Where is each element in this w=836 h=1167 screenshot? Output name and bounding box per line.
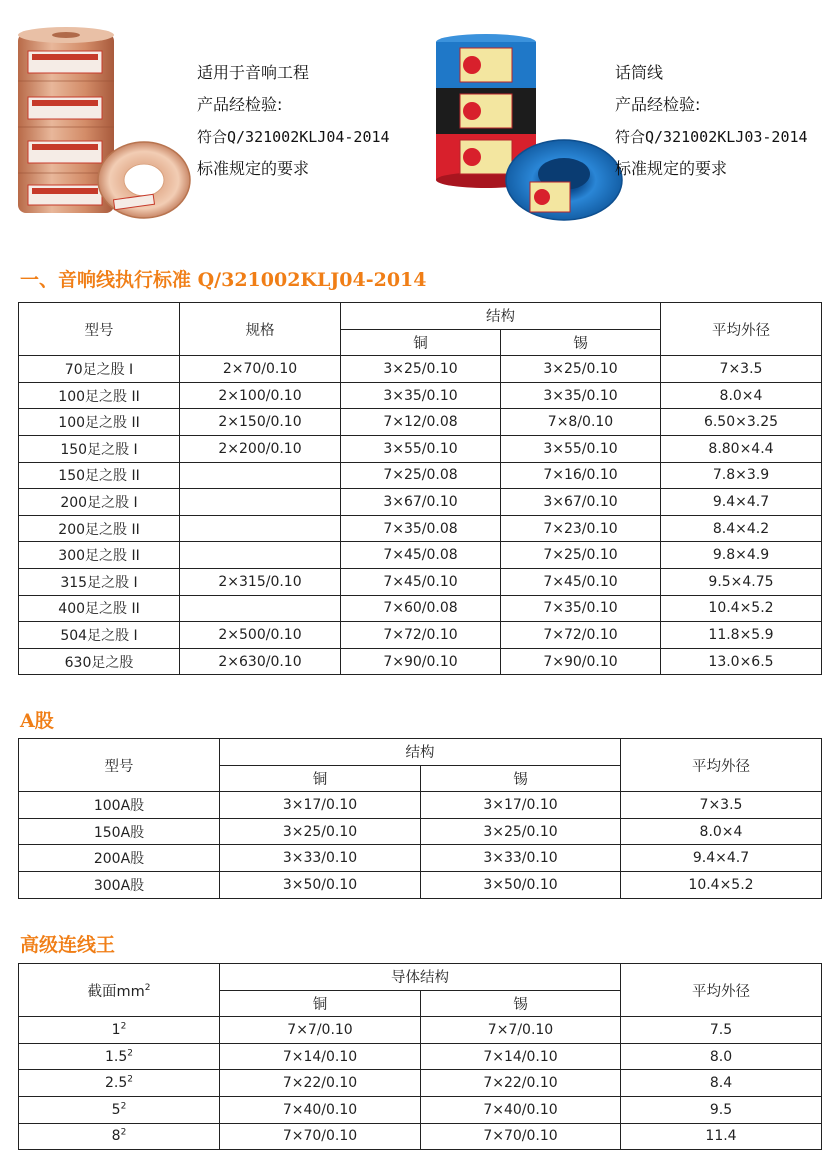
- header-structure: 导体结构: [220, 964, 621, 991]
- table-row: [19, 845, 822, 872]
- section-size-exponent: 2: [120, 1127, 127, 1138]
- header-copper: 铜: [220, 990, 421, 1017]
- cell-copper: 3×25/0.10: [341, 356, 501, 383]
- header-tin: 锡: [501, 329, 661, 356]
- cell-copper: 3×35/0.10: [341, 382, 501, 409]
- cell-diameter: 6.50×3.25: [661, 409, 822, 436]
- cell-copper: 7×25/0.08: [341, 462, 501, 489]
- cell-copper: 7×72/0.10: [341, 622, 501, 649]
- header-section-sup: 2: [144, 982, 151, 993]
- a-strand-table: [18, 738, 822, 899]
- cell-diameter: 9.5×4.75: [661, 568, 822, 595]
- desc-line: 话筒线: [615, 63, 664, 82]
- section-size-exponent: 2: [127, 1047, 133, 1058]
- cell-tin: 7×35/0.10: [501, 595, 661, 622]
- desc-line: 标准规定的要求: [197, 159, 310, 178]
- cell-diameter: 9.4×4.7: [621, 845, 822, 872]
- cell-tin: 3×25/0.10: [421, 818, 621, 845]
- cell-copper: 7×7/0.10: [220, 1017, 421, 1044]
- cell-model: 200A股: [19, 845, 220, 872]
- section-size-exponent: 2: [120, 1101, 127, 1112]
- product-speaker-cable: [0, 0, 418, 235]
- cell-model: 504足之股 I: [19, 622, 180, 649]
- header-spec: 规格: [180, 303, 341, 356]
- cell-diameter: 10.4×5.2: [661, 595, 822, 622]
- section-size-value: 1.5: [105, 1048, 128, 1065]
- cell-tin: 3×67/0.10: [501, 489, 661, 516]
- desc-line: 产品经检验:: [197, 95, 283, 114]
- cell-tin: 3×25/0.10: [501, 356, 661, 383]
- table-row: [19, 382, 822, 409]
- cell-model: 300足之股 II: [19, 542, 180, 569]
- cell-section: [19, 1070, 220, 1097]
- cell-tin: 7×16/0.10: [501, 462, 661, 489]
- cell-spec: [180, 542, 341, 569]
- section-size-value: 5: [111, 1101, 121, 1118]
- cell-model: 400足之股 II: [19, 595, 180, 622]
- table-row: [19, 542, 822, 569]
- header-structure: 结构: [341, 303, 661, 330]
- table-row: [19, 462, 822, 489]
- table-row: [19, 792, 822, 819]
- table-row: [19, 1017, 822, 1044]
- premium-link-table: [18, 963, 822, 1150]
- header-model: 型号: [19, 303, 180, 356]
- cell-copper: 7×90/0.10: [341, 648, 501, 675]
- cell-diameter: 8.4: [621, 1070, 822, 1097]
- table-row: [19, 622, 822, 649]
- mic-cable-photo: [434, 32, 629, 222]
- cell-model: 100足之股 II: [19, 382, 180, 409]
- cell-copper: 7×60/0.08: [341, 595, 501, 622]
- cell-copper: 7×70/0.10: [220, 1123, 421, 1150]
- table-row: [19, 489, 822, 516]
- cell-copper: 7×35/0.08: [341, 515, 501, 542]
- cell-diameter: 7.8×3.9: [661, 462, 822, 489]
- cell-diameter: 13.0×6.5: [661, 648, 822, 675]
- table-row: [19, 871, 822, 898]
- header-structure: 结构: [220, 739, 621, 766]
- cell-diameter: 8.0: [621, 1043, 822, 1070]
- cell-diameter: 11.8×5.9: [661, 622, 822, 649]
- desc-line: 适用于音响工程: [197, 63, 310, 82]
- cell-spec: 2×200/0.10: [180, 435, 341, 462]
- cell-diameter: 8.80×4.4: [661, 435, 822, 462]
- cell-copper: 3×33/0.10: [220, 845, 421, 872]
- desc-line: 标准规定的要求: [615, 159, 728, 178]
- spool-labels: [460, 48, 512, 174]
- cell-tin: 7×8/0.10: [501, 409, 661, 436]
- cell-tin: 7×45/0.10: [501, 568, 661, 595]
- table-row: [19, 648, 822, 675]
- header-copper: 铜: [220, 765, 421, 792]
- header-section-label: 截面mm: [87, 983, 145, 1000]
- table-row: [19, 409, 822, 436]
- cell-copper: 7×22/0.10: [220, 1070, 421, 1097]
- section-title: 一、音响线执行标准 Q/321002KLJ04-2014: [20, 269, 427, 291]
- cell-copper: 7×40/0.10: [220, 1096, 421, 1123]
- cell-tin: 7×7/0.10: [421, 1017, 621, 1044]
- speaker-cable-table: [18, 302, 822, 675]
- cell-copper: 3×55/0.10: [341, 435, 501, 462]
- header-tin: 锡: [421, 990, 621, 1017]
- cell-tin: 3×50/0.10: [421, 871, 621, 898]
- cell-tin: 7×70/0.10: [421, 1123, 621, 1150]
- cell-diameter: 8.0×4: [661, 382, 822, 409]
- cell-copper: 3×25/0.10: [220, 818, 421, 845]
- cell-copper: 7×12/0.08: [341, 409, 501, 436]
- cell-model: 630足之股: [19, 648, 180, 675]
- header-diameter: 平均外径: [621, 964, 822, 1017]
- cell-tin: 7×72/0.10: [501, 622, 661, 649]
- cell-model: 200足之股 II: [19, 515, 180, 542]
- cell-tin: 7×90/0.10: [501, 648, 661, 675]
- cell-copper: 7×14/0.10: [220, 1043, 421, 1070]
- cell-tin: 3×55/0.10: [501, 435, 661, 462]
- cell-copper: 3×50/0.10: [220, 871, 421, 898]
- cell-tin: 3×33/0.10: [421, 845, 621, 872]
- cell-model: 70足之股 I: [19, 356, 180, 383]
- cell-diameter: 7×3.5: [661, 356, 822, 383]
- cell-tin: 7×23/0.10: [501, 515, 661, 542]
- cell-diameter: 10.4×5.2: [621, 871, 822, 898]
- cell-tin: 3×17/0.10: [421, 792, 621, 819]
- cell-model: 200足之股 I: [19, 489, 180, 516]
- cell-diameter: 8.4×4.2: [661, 515, 822, 542]
- cell-diameter: 7.5: [621, 1017, 822, 1044]
- cell-spec: 2×100/0.10: [180, 382, 341, 409]
- header-copper: 铜: [341, 329, 501, 356]
- cell-tin: 7×25/0.10: [501, 542, 661, 569]
- cell-model: 150足之股 I: [19, 435, 180, 462]
- cell-spec: [180, 489, 341, 516]
- cell-spec: 2×500/0.10: [180, 622, 341, 649]
- desc-line: 符合Q/321002KLJ04-2014: [197, 128, 390, 146]
- mic-cable-description: [615, 57, 808, 185]
- section-size-value: 8: [111, 1128, 121, 1145]
- header-diameter: 平均外径: [661, 303, 822, 356]
- header-tin: 锡: [421, 765, 621, 792]
- cell-model: 150A股: [19, 818, 220, 845]
- cell-copper: 3×17/0.10: [220, 792, 421, 819]
- cell-spec: [180, 515, 341, 542]
- section-size-value: 1: [111, 1021, 121, 1038]
- cell-diameter: 7×3.5: [621, 792, 822, 819]
- header-diameter: 平均外径: [621, 739, 822, 792]
- table-row: [19, 1070, 822, 1097]
- cell-spec: 2×70/0.10: [180, 356, 341, 383]
- table-row: [19, 515, 822, 542]
- product-mic-cable: [418, 0, 836, 235]
- cell-model: 100足之股 II: [19, 409, 180, 436]
- cell-tin: 7×40/0.10: [421, 1096, 621, 1123]
- cell-tin: 3×35/0.10: [501, 382, 661, 409]
- table-row: [19, 1123, 822, 1150]
- section-size-exponent: 2: [120, 1021, 127, 1032]
- desc-line: 产品经检验:: [615, 95, 701, 114]
- cell-diameter: 11.4: [621, 1123, 822, 1150]
- cell-copper: 7×45/0.10: [341, 568, 501, 595]
- table-row: [19, 1096, 822, 1123]
- desc-line: 符合Q/321002KLJ03-2014: [615, 128, 808, 146]
- cell-model: 315足之股 I: [19, 568, 180, 595]
- table-row: [19, 568, 822, 595]
- cell-spec: 2×150/0.10: [180, 409, 341, 436]
- speaker-cable-photo: [14, 25, 192, 220]
- cell-section: [19, 1096, 220, 1123]
- section-size-value: 2.5: [105, 1075, 128, 1092]
- cell-spec: 2×630/0.10: [180, 648, 341, 675]
- cell-section: [19, 1017, 220, 1044]
- cell-tin: 7×22/0.10: [421, 1070, 621, 1097]
- cell-section: [19, 1123, 220, 1150]
- table-row: [19, 356, 822, 383]
- cell-spec: [180, 462, 341, 489]
- speaker-cable-description: [197, 57, 390, 185]
- cell-model: 100A股: [19, 792, 220, 819]
- table-row: [19, 1043, 822, 1070]
- cell-model: 150足之股 II: [19, 462, 180, 489]
- cell-diameter: 8.0×4: [621, 818, 822, 845]
- section-title: A股: [20, 710, 54, 732]
- cell-model: 300A股: [19, 871, 220, 898]
- cell-section: [19, 1043, 220, 1070]
- cell-diameter: 9.8×4.9: [661, 542, 822, 569]
- header-model: 型号: [19, 739, 220, 792]
- table-row: [19, 595, 822, 622]
- cell-copper: 7×45/0.08: [341, 542, 501, 569]
- cell-diameter: 9.5: [621, 1096, 822, 1123]
- section-title: 高级连线王: [20, 934, 116, 956]
- header-section: [19, 964, 220, 1017]
- table-row: [19, 435, 822, 462]
- cell-copper: 3×67/0.10: [341, 489, 501, 516]
- cell-tin: 7×14/0.10: [421, 1043, 621, 1070]
- table-row: [19, 818, 822, 845]
- section-size-exponent: 2: [127, 1074, 133, 1085]
- cell-spec: 2×315/0.10: [180, 568, 341, 595]
- cell-spec: [180, 595, 341, 622]
- cell-diameter: 9.4×4.7: [661, 489, 822, 516]
